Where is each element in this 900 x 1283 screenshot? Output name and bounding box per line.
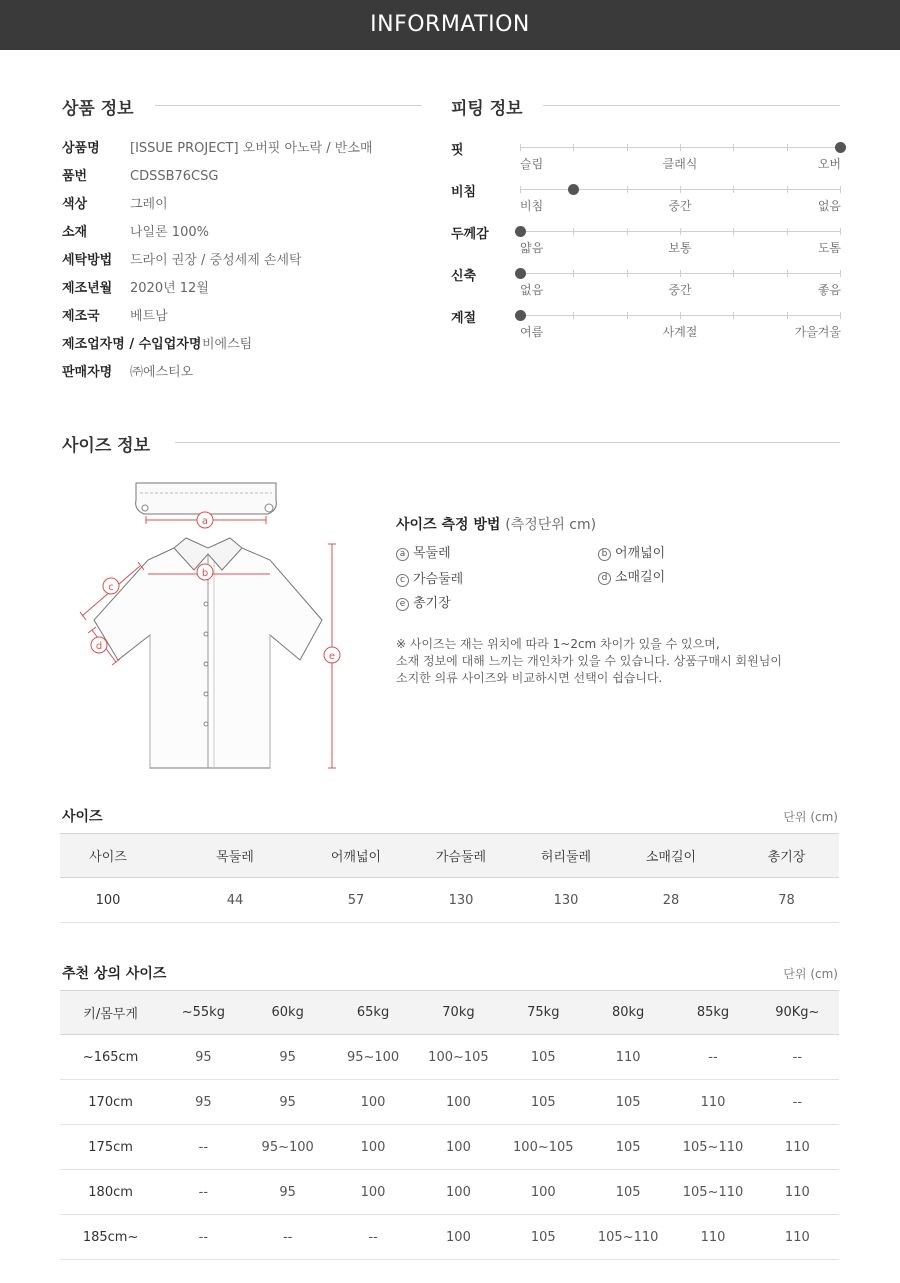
measure-unit: (측정단위 cm) bbox=[505, 517, 597, 533]
fitting-scale-tick bbox=[573, 270, 574, 277]
fitting-scale-tick bbox=[733, 312, 734, 319]
product-info-divider bbox=[155, 105, 422, 106]
information-header: INFORMATION bbox=[0, 0, 900, 50]
reco-table-header-cell: 85kg bbox=[670, 991, 755, 1035]
fitting-scale-tick bbox=[680, 312, 681, 319]
fitting-low-label: 슬림 bbox=[520, 157, 544, 171]
fitting-scale-tick bbox=[627, 186, 628, 193]
fitting-row bbox=[451, 307, 841, 349]
fitting-high-label: 없음 bbox=[817, 199, 841, 213]
fitting-scale-tick bbox=[787, 186, 788, 193]
reco-table-row bbox=[60, 1170, 839, 1215]
fitting-scale-tick bbox=[573, 312, 574, 319]
reco-table-row bbox=[60, 1125, 839, 1170]
reco-table-cell: 110 bbox=[756, 1170, 839, 1215]
fitting-high-label: 좋음 bbox=[817, 283, 841, 297]
reco-table-cell: -- bbox=[756, 1035, 839, 1080]
product-info-row bbox=[62, 279, 209, 299]
size-table-title: 사이즈 bbox=[62, 809, 103, 825]
fitting-row bbox=[451, 223, 841, 265]
fitting-scale-tick bbox=[840, 270, 841, 277]
reco-table-header-cell: 60kg bbox=[246, 991, 330, 1035]
fitting-scale-tick bbox=[787, 228, 788, 235]
product-info-key: 세탁방법 bbox=[62, 253, 113, 268]
size-table-unit: 단위 (cm) bbox=[783, 810, 838, 824]
fitting-info-title: 피팅 정보 bbox=[451, 99, 523, 119]
reco-table-row bbox=[60, 1080, 839, 1125]
product-info-row bbox=[62, 195, 168, 215]
product-info-value: 드라이 권장 / 중성세제 손세탁 bbox=[130, 253, 302, 268]
product-info-key: 판매자명 bbox=[62, 365, 113, 380]
size-table-header-row bbox=[60, 834, 839, 878]
size-table-header-cell: 목둘레 bbox=[156, 834, 314, 878]
size-table-cell: 100 bbox=[60, 878, 156, 923]
size-info-divider bbox=[175, 442, 840, 443]
product-info-key: 제조년월 bbox=[62, 281, 113, 296]
fitting-scale-tick bbox=[787, 270, 788, 277]
reco-table-cell: 105~110 bbox=[586, 1215, 670, 1260]
size-table-cell: 130 bbox=[398, 878, 524, 923]
size-table-cell: 78 bbox=[734, 878, 839, 923]
reco-table-cell: -- bbox=[161, 1215, 245, 1260]
marker-e bbox=[324, 647, 340, 663]
size-table-header-cell: 허리둘레 bbox=[524, 834, 608, 878]
fitting-label: 비침 bbox=[451, 185, 477, 200]
size-table-header-cell: 사이즈 bbox=[60, 834, 156, 878]
product-info-row bbox=[62, 139, 372, 159]
fitting-scale-tick bbox=[840, 312, 841, 319]
product-info-row bbox=[62, 251, 302, 271]
legend-sleeve: d 소매길이 bbox=[598, 566, 665, 585]
marker-a bbox=[197, 512, 213, 528]
reco-table-cell: 110 bbox=[670, 1215, 755, 1260]
fitting-scale-tick bbox=[573, 228, 574, 235]
fitting-scale-tick bbox=[840, 186, 841, 193]
fitting-scale-tick bbox=[787, 144, 788, 151]
size-table bbox=[60, 833, 839, 923]
fitting-low-label: 얇음 bbox=[520, 241, 544, 255]
reco-table-cell: -- bbox=[670, 1035, 755, 1080]
reco-table-cell: 185cm~ bbox=[60, 1215, 161, 1260]
fitting-high-label: 도톰 bbox=[817, 241, 841, 255]
fitting-row bbox=[451, 181, 841, 223]
reco-table-header-cell: 80kg bbox=[586, 991, 670, 1035]
reco-table-cell: 95~100 bbox=[246, 1125, 330, 1170]
fitting-low-label: 비침 bbox=[520, 199, 544, 213]
shirt-size-diagram bbox=[60, 470, 360, 790]
fitting-scale-track bbox=[520, 189, 840, 190]
product-info-row bbox=[62, 363, 193, 383]
reco-table-cell: -- bbox=[161, 1170, 245, 1215]
fitting-scale-tick bbox=[627, 228, 628, 235]
reco-table-cell: 95 bbox=[161, 1080, 245, 1125]
fitting-scale-tick bbox=[733, 270, 734, 277]
reco-table-header-cell: ~55kg bbox=[161, 991, 245, 1035]
reco-table-cell: 105 bbox=[586, 1125, 670, 1170]
product-info-value: [ISSUE PROJECT] 오버핏 아노락 / 반소매 bbox=[130, 141, 373, 156]
marker-c bbox=[103, 578, 119, 594]
product-info-value: 2020년 12월 bbox=[130, 281, 209, 296]
fitting-scale-tick bbox=[787, 312, 788, 319]
product-info-row bbox=[62, 167, 218, 187]
fitting-scale-tick bbox=[680, 270, 681, 277]
product-info-key: 상품명 bbox=[62, 141, 100, 156]
svg-text:e: e bbox=[328, 651, 336, 662]
size-table-cell: 28 bbox=[608, 878, 734, 923]
reco-table-cell: 110 bbox=[586, 1035, 670, 1080]
marker-d bbox=[91, 637, 107, 653]
size-table-header-cell: 가슴둘레 bbox=[398, 834, 524, 878]
reco-table-cell: 95 bbox=[246, 1080, 330, 1125]
fitting-scale-tick bbox=[733, 186, 734, 193]
fitting-scale-tick bbox=[627, 312, 628, 319]
size-table-cell: 130 bbox=[524, 878, 608, 923]
fitting-indicator-dot bbox=[835, 142, 846, 153]
product-info-value: ㈜에스티오 bbox=[130, 365, 194, 380]
reco-table-cell: -- bbox=[161, 1125, 245, 1170]
reco-table-cell: 105 bbox=[501, 1035, 586, 1080]
reco-table-cell: 100 bbox=[416, 1215, 500, 1260]
product-info-key: 색상 bbox=[62, 197, 88, 212]
fitting-mid-label: 중간 bbox=[668, 199, 692, 213]
product-info-title: 상품 정보 bbox=[62, 99, 134, 119]
reco-table-cell: 105~110 bbox=[670, 1170, 755, 1215]
reco-table-cell: 105~110 bbox=[670, 1125, 755, 1170]
fitting-scale-tick bbox=[733, 228, 734, 235]
size-table-cell: 44 bbox=[156, 878, 314, 923]
fitting-row bbox=[451, 139, 841, 181]
reco-table-cell: 110 bbox=[670, 1080, 755, 1125]
fitting-label: 계절 bbox=[451, 311, 477, 326]
fitting-high-label: 오버 bbox=[817, 157, 841, 171]
fitting-indicator-dot bbox=[515, 268, 526, 279]
product-info-value: 베트남 bbox=[130, 309, 168, 324]
fitting-scale-tick bbox=[573, 144, 574, 151]
fitting-scale-tick bbox=[627, 144, 628, 151]
fitting-indicator-dot bbox=[515, 226, 526, 237]
fitting-scale-tick bbox=[840, 228, 841, 235]
fitting-scale-tick bbox=[520, 186, 521, 193]
fitting-scale-tick bbox=[680, 144, 681, 151]
reco-table-cell: 100 bbox=[330, 1080, 416, 1125]
reco-table-row bbox=[60, 1215, 839, 1260]
reco-table-cell: 105 bbox=[501, 1080, 586, 1125]
fitting-mid-label: 클래식 bbox=[662, 157, 698, 171]
fitting-mid-label: 중간 bbox=[668, 283, 692, 297]
fitting-scale-tick bbox=[733, 144, 734, 151]
reco-table-cell: 100 bbox=[330, 1170, 416, 1215]
fitting-scale-track bbox=[520, 231, 840, 232]
reco-table-cell: 100~105 bbox=[501, 1125, 586, 1170]
product-info-row bbox=[62, 335, 252, 355]
reco-table-cell: 180cm bbox=[60, 1170, 161, 1215]
svg-text:b: b bbox=[201, 568, 209, 579]
size-table-header-cell: 총기장 bbox=[734, 834, 839, 878]
legend-chest: c 가슴둘레 bbox=[396, 568, 463, 587]
reco-table-unit: 단위 (cm) bbox=[783, 967, 838, 981]
product-info-key: 제조국 bbox=[62, 309, 100, 324]
reco-table-header-cell: 75kg bbox=[501, 991, 586, 1035]
reco-table-cell: 100 bbox=[501, 1170, 586, 1215]
fitting-info-divider bbox=[543, 105, 840, 106]
reco-table-header-row bbox=[60, 991, 839, 1035]
reco-table-cell: 170cm bbox=[60, 1080, 161, 1125]
size-note: ※ 사이즈는 재는 위치에 따라 1~2cm 차이가 있을 수 있으며, 소재 정보에 대해 느끼는 개인차가 있을 수 있습니다. 상품구매시 회원님이 소지한 의류 사이즈와 비교하시면 선택이 쉽습니다. bbox=[396, 637, 782, 685]
fitting-label: 신축 bbox=[451, 269, 477, 284]
reco-table-cell: 95 bbox=[246, 1035, 330, 1080]
fitting-scale-tick bbox=[627, 270, 628, 277]
reco-table-header-cell: 키/몸무게 bbox=[60, 991, 161, 1035]
size-table-header-cell: 어깨넓이 bbox=[314, 834, 398, 878]
marker-b bbox=[197, 564, 213, 580]
fitting-scale-track bbox=[520, 147, 840, 148]
fitting-row bbox=[451, 265, 841, 307]
reco-size-table bbox=[60, 990, 839, 1260]
fitting-scale-tick bbox=[680, 186, 681, 193]
reco-table-cell: 100 bbox=[330, 1125, 416, 1170]
reco-table-cell: 95 bbox=[246, 1170, 330, 1215]
size-table-header-cell: 소매길이 bbox=[608, 834, 734, 878]
reco-table-cell: 110 bbox=[756, 1215, 839, 1260]
svg-text:a: a bbox=[201, 516, 209, 527]
fitting-scale-tick bbox=[680, 228, 681, 235]
size-table-row bbox=[60, 878, 839, 923]
measure-method-title: 사이즈 측정 방법 (측정단위 cm) bbox=[396, 517, 597, 533]
fitting-label: 두께감 bbox=[451, 227, 489, 242]
reco-table-header-cell: 70kg bbox=[416, 991, 500, 1035]
product-info-row bbox=[62, 223, 209, 243]
reco-table-row bbox=[60, 1035, 839, 1080]
reco-table-cell: 105 bbox=[501, 1215, 586, 1260]
product-info-row bbox=[62, 307, 168, 327]
product-info-value: 나일론 100% bbox=[130, 225, 209, 240]
product-info-value: CDSSB76CSG bbox=[130, 169, 219, 184]
fitting-low-label: 여름 bbox=[520, 325, 544, 339]
reco-table-cell: 105 bbox=[586, 1170, 670, 1215]
fitting-mid-label: 보통 bbox=[668, 241, 692, 255]
reco-table-header-cell: 90Kg~ bbox=[756, 991, 839, 1035]
reco-table-cell: 110 bbox=[756, 1125, 839, 1170]
svg-text:d: d bbox=[95, 641, 103, 652]
legend-length: e 총기장 bbox=[396, 592, 451, 611]
product-info-value: 그레이 bbox=[130, 197, 168, 212]
reco-table-cell: 105 bbox=[586, 1080, 670, 1125]
fitting-label: 핏 bbox=[451, 143, 464, 158]
size-info-title: 사이즈 정보 bbox=[62, 436, 151, 456]
fitting-indicator-dot bbox=[568, 184, 579, 195]
size-table-cell: 57 bbox=[314, 878, 398, 923]
fitting-scale-tick bbox=[520, 144, 521, 151]
reco-table-cell: 95~100 bbox=[330, 1035, 416, 1080]
product-info-key: 품번 bbox=[62, 169, 88, 184]
legend-neck: a 목둘레 bbox=[396, 542, 451, 561]
reco-table-cell: 100 bbox=[416, 1125, 500, 1170]
product-info-key: 제조업자명 / 수입업자명 bbox=[62, 337, 202, 352]
collar-illustration bbox=[136, 483, 277, 514]
fitting-high-label: 가을겨울 bbox=[794, 325, 841, 339]
reco-table-cell: 100~105 bbox=[416, 1035, 500, 1080]
reco-table-cell: 95 bbox=[161, 1035, 245, 1080]
fitting-mid-label: 사계절 bbox=[662, 325, 698, 339]
reco-table-title: 추천 상의 사이즈 bbox=[62, 966, 167, 982]
svg-text:c: c bbox=[108, 582, 114, 593]
product-info-key: 소재 bbox=[62, 225, 88, 240]
legend-shoulder: b 어깨넓이 bbox=[598, 542, 665, 561]
reco-table-cell: -- bbox=[756, 1080, 839, 1125]
product-info-value: 비에스팀 bbox=[202, 337, 253, 352]
reco-table-cell: ~165cm bbox=[60, 1035, 161, 1080]
fitting-indicator-dot bbox=[515, 310, 526, 321]
reco-table-cell: 175cm bbox=[60, 1125, 161, 1170]
reco-table-cell: 100 bbox=[416, 1080, 500, 1125]
reco-table-cell: -- bbox=[330, 1215, 416, 1260]
fitting-scale-track bbox=[520, 315, 840, 316]
reco-table-header-cell: 65kg bbox=[330, 991, 416, 1035]
reco-table-cell: 100 bbox=[416, 1170, 500, 1215]
reco-table-cell: -- bbox=[246, 1215, 330, 1260]
fitting-scale-track bbox=[520, 273, 840, 274]
fitting-low-label: 없음 bbox=[520, 283, 544, 297]
